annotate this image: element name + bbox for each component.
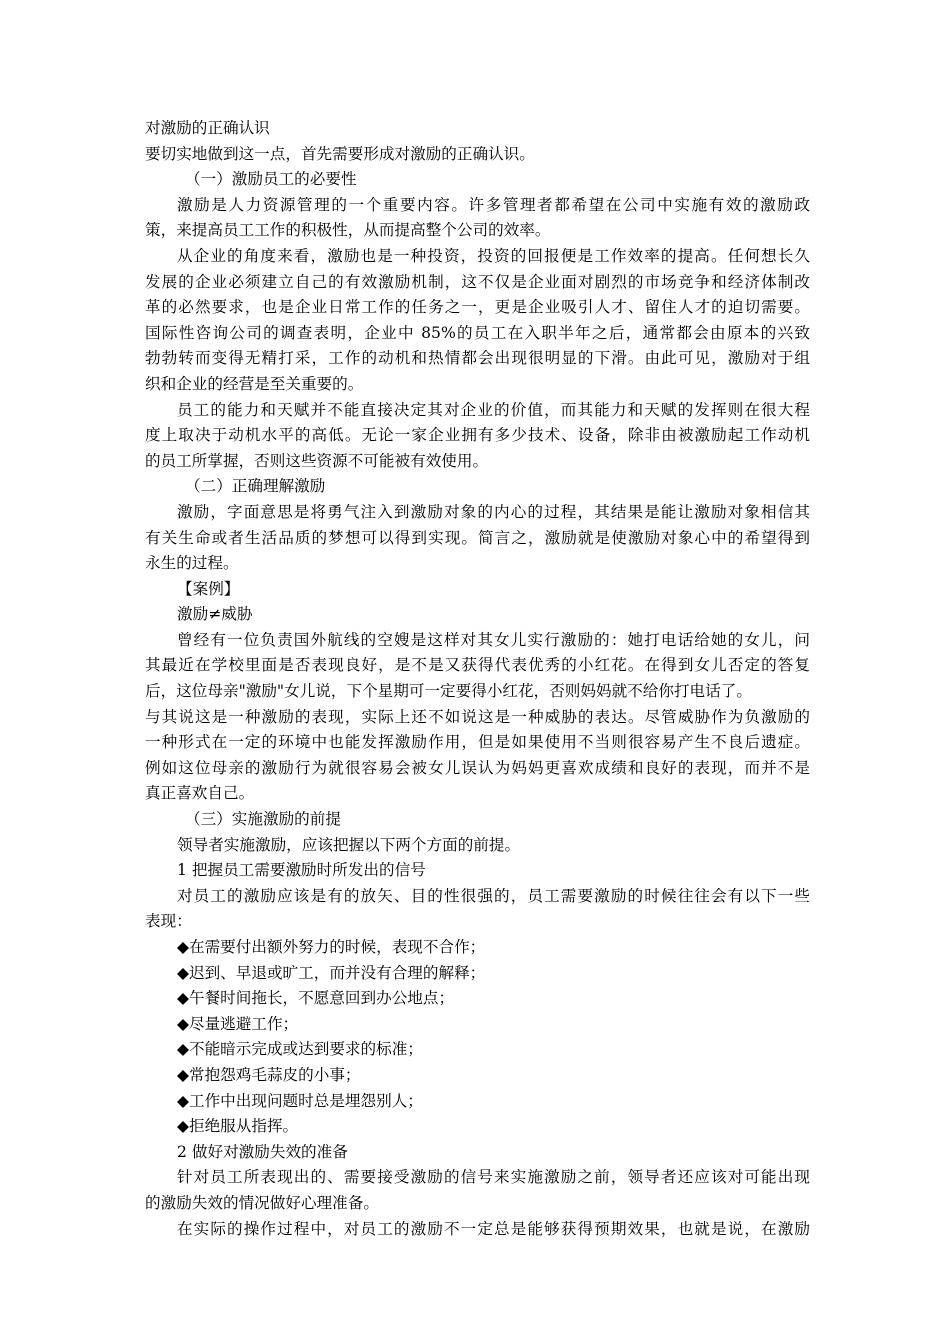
text-line: 的激励失效的情况做好心理准备。 <box>145 1193 379 1212</box>
text-line: 策，来提高员工工作的积极性，从而提高整个公司的效率。 <box>145 221 551 240</box>
text-line: ◆尽量逃避工作； <box>177 1014 299 1033</box>
text-line: （二）正确理解激励 <box>185 477 326 496</box>
text-line: 激励≠威胁 <box>177 605 253 624</box>
document-page <box>145 116 810 1242</box>
text-line: 表现： <box>145 912 192 931</box>
text-line: 勃勃转而变得无精打采，工作的动机和热情都会出现很明显的下滑。由此可见，激励对于组 <box>145 349 810 368</box>
text-line: 革的必然要求，也是企业日常工作的任务之一，更是企业吸引人才、留住人才的迫切需要。 <box>145 298 810 317</box>
text-line: ◆拒绝服从指挥。 <box>177 1117 299 1136</box>
text-line: 激励是人力资源管理的一个重要内容。许多管理者都希望在公司中实施有效的激励政 <box>177 195 810 214</box>
text-line: 员工的能力和天赋并不能直接决定其对企业的价值，而其能力和天赋的发挥则在很大程 <box>177 400 810 419</box>
text-line: 其最近在学校里面是否表现良好，是不是又获得代表优秀的小红花。在得到女儿否定的答复 <box>145 656 810 675</box>
text-line: ◆不能暗示完成或达到要求的标准； <box>177 1040 423 1059</box>
text-line: 有关生命或者生活品质的梦想可以得到实现。简言之，激励就是使激励对象心中的希望得到 <box>145 528 810 547</box>
text-line: 例如这位母亲的激励行为就很容易会被女儿误认为妈妈更喜欢成绩和良好的表现，而并不是 <box>145 758 810 777</box>
text-line: 后，这位母亲"激励"女儿说，下个星期可一定要得小红花，否则妈妈就不给你打电话了。 <box>145 682 752 701</box>
text-line: 真正喜欢自己。 <box>145 784 255 803</box>
text-line: 度上取决于动机水平的高低。无论一家企业拥有多少技术、设备，除非由被激励起工作动机 <box>145 426 810 445</box>
text-line: 与其说这是一种激励的表现，实际上还不如说这是一种威胁的表达。尽管威胁作为负激励的 <box>145 707 810 726</box>
text-line: 领导者实施激励，应该把握以下两个方面的前提。 <box>177 835 521 854</box>
text-line: 国际性咨询公司的调查表明，企业中 85%的员工在入职半年之后，通常都会由原本的兴致 <box>145 323 810 342</box>
text-line: 曾经有一位负责国外航线的空嫂是这样对其女儿实行激励的：她打电话给她的女儿，问 <box>177 630 810 649</box>
text-line: 发展的企业必须建立自己的有效激励机制，这不仅是企业面对剧烈的市场竞争和经济体制改 <box>145 272 810 291</box>
text-line: （三）实施激励的前提 <box>185 810 341 829</box>
text-line: 的员工所掌握，否则这些资源不可能被有效使用。 <box>145 451 489 470</box>
text-line: 永生的过程。 <box>145 554 239 573</box>
text-line: ◆工作中出现问题时总是埋怨别人； <box>177 1091 423 1110</box>
text-line: 一种形式在一定的环境中也能发挥激励作用，但是如果使用不当则很容易产生不良后遗症。 <box>145 733 810 752</box>
text-line: 针对员工所表现出的、需要接受激励的信号来实施激励之前，领导者还应该对可能出现 <box>177 1168 810 1187</box>
text-line: 【案例】 <box>177 579 240 598</box>
text-line: 1 把握员工需要激励时所发出的信号 <box>177 861 426 880</box>
text-line: ◆午餐时间拖长，不愿意回到办公地点； <box>177 989 455 1008</box>
text-line: ◆常抱怨鸡毛蒜皮的小事； <box>177 1065 361 1084</box>
text-line: ◆在需要付出额外努力的时候，表现不合作； <box>177 938 486 956</box>
text-line: 对员工的激励应该是有的放矢、目的性很强的，员工需要激励的时候往往会有以下一些 <box>177 886 810 905</box>
text-line: （一）激励员工的必要性 <box>185 170 357 189</box>
text-line: 2 做好对激励失效的准备 <box>177 1142 348 1161</box>
text-line: 从企业的角度来看，激励也是一种投资，投资的回报便是工作效率的提高。任何想长久 <box>177 246 810 265</box>
text-line: 织和企业的经营是至关重要的。 <box>145 374 364 393</box>
text-line: 对激励的正确认识 <box>145 119 270 137</box>
text-line: 要切实地做到这一点，首先需要形成对激励的正确认识。 <box>145 144 535 163</box>
text-line: ◆迟到、早退或旷工，而并没有合理的解释； <box>177 963 486 982</box>
text-line: 激励，字面意思是将勇气注入到激励对象的内心的过程，其结果是能让激励对象相信其 <box>177 502 810 521</box>
text-line: 在实际的操作过程中，对员工的激励不一定总是能够获得预期效果，也就是说，在激励 <box>177 1219 810 1238</box>
